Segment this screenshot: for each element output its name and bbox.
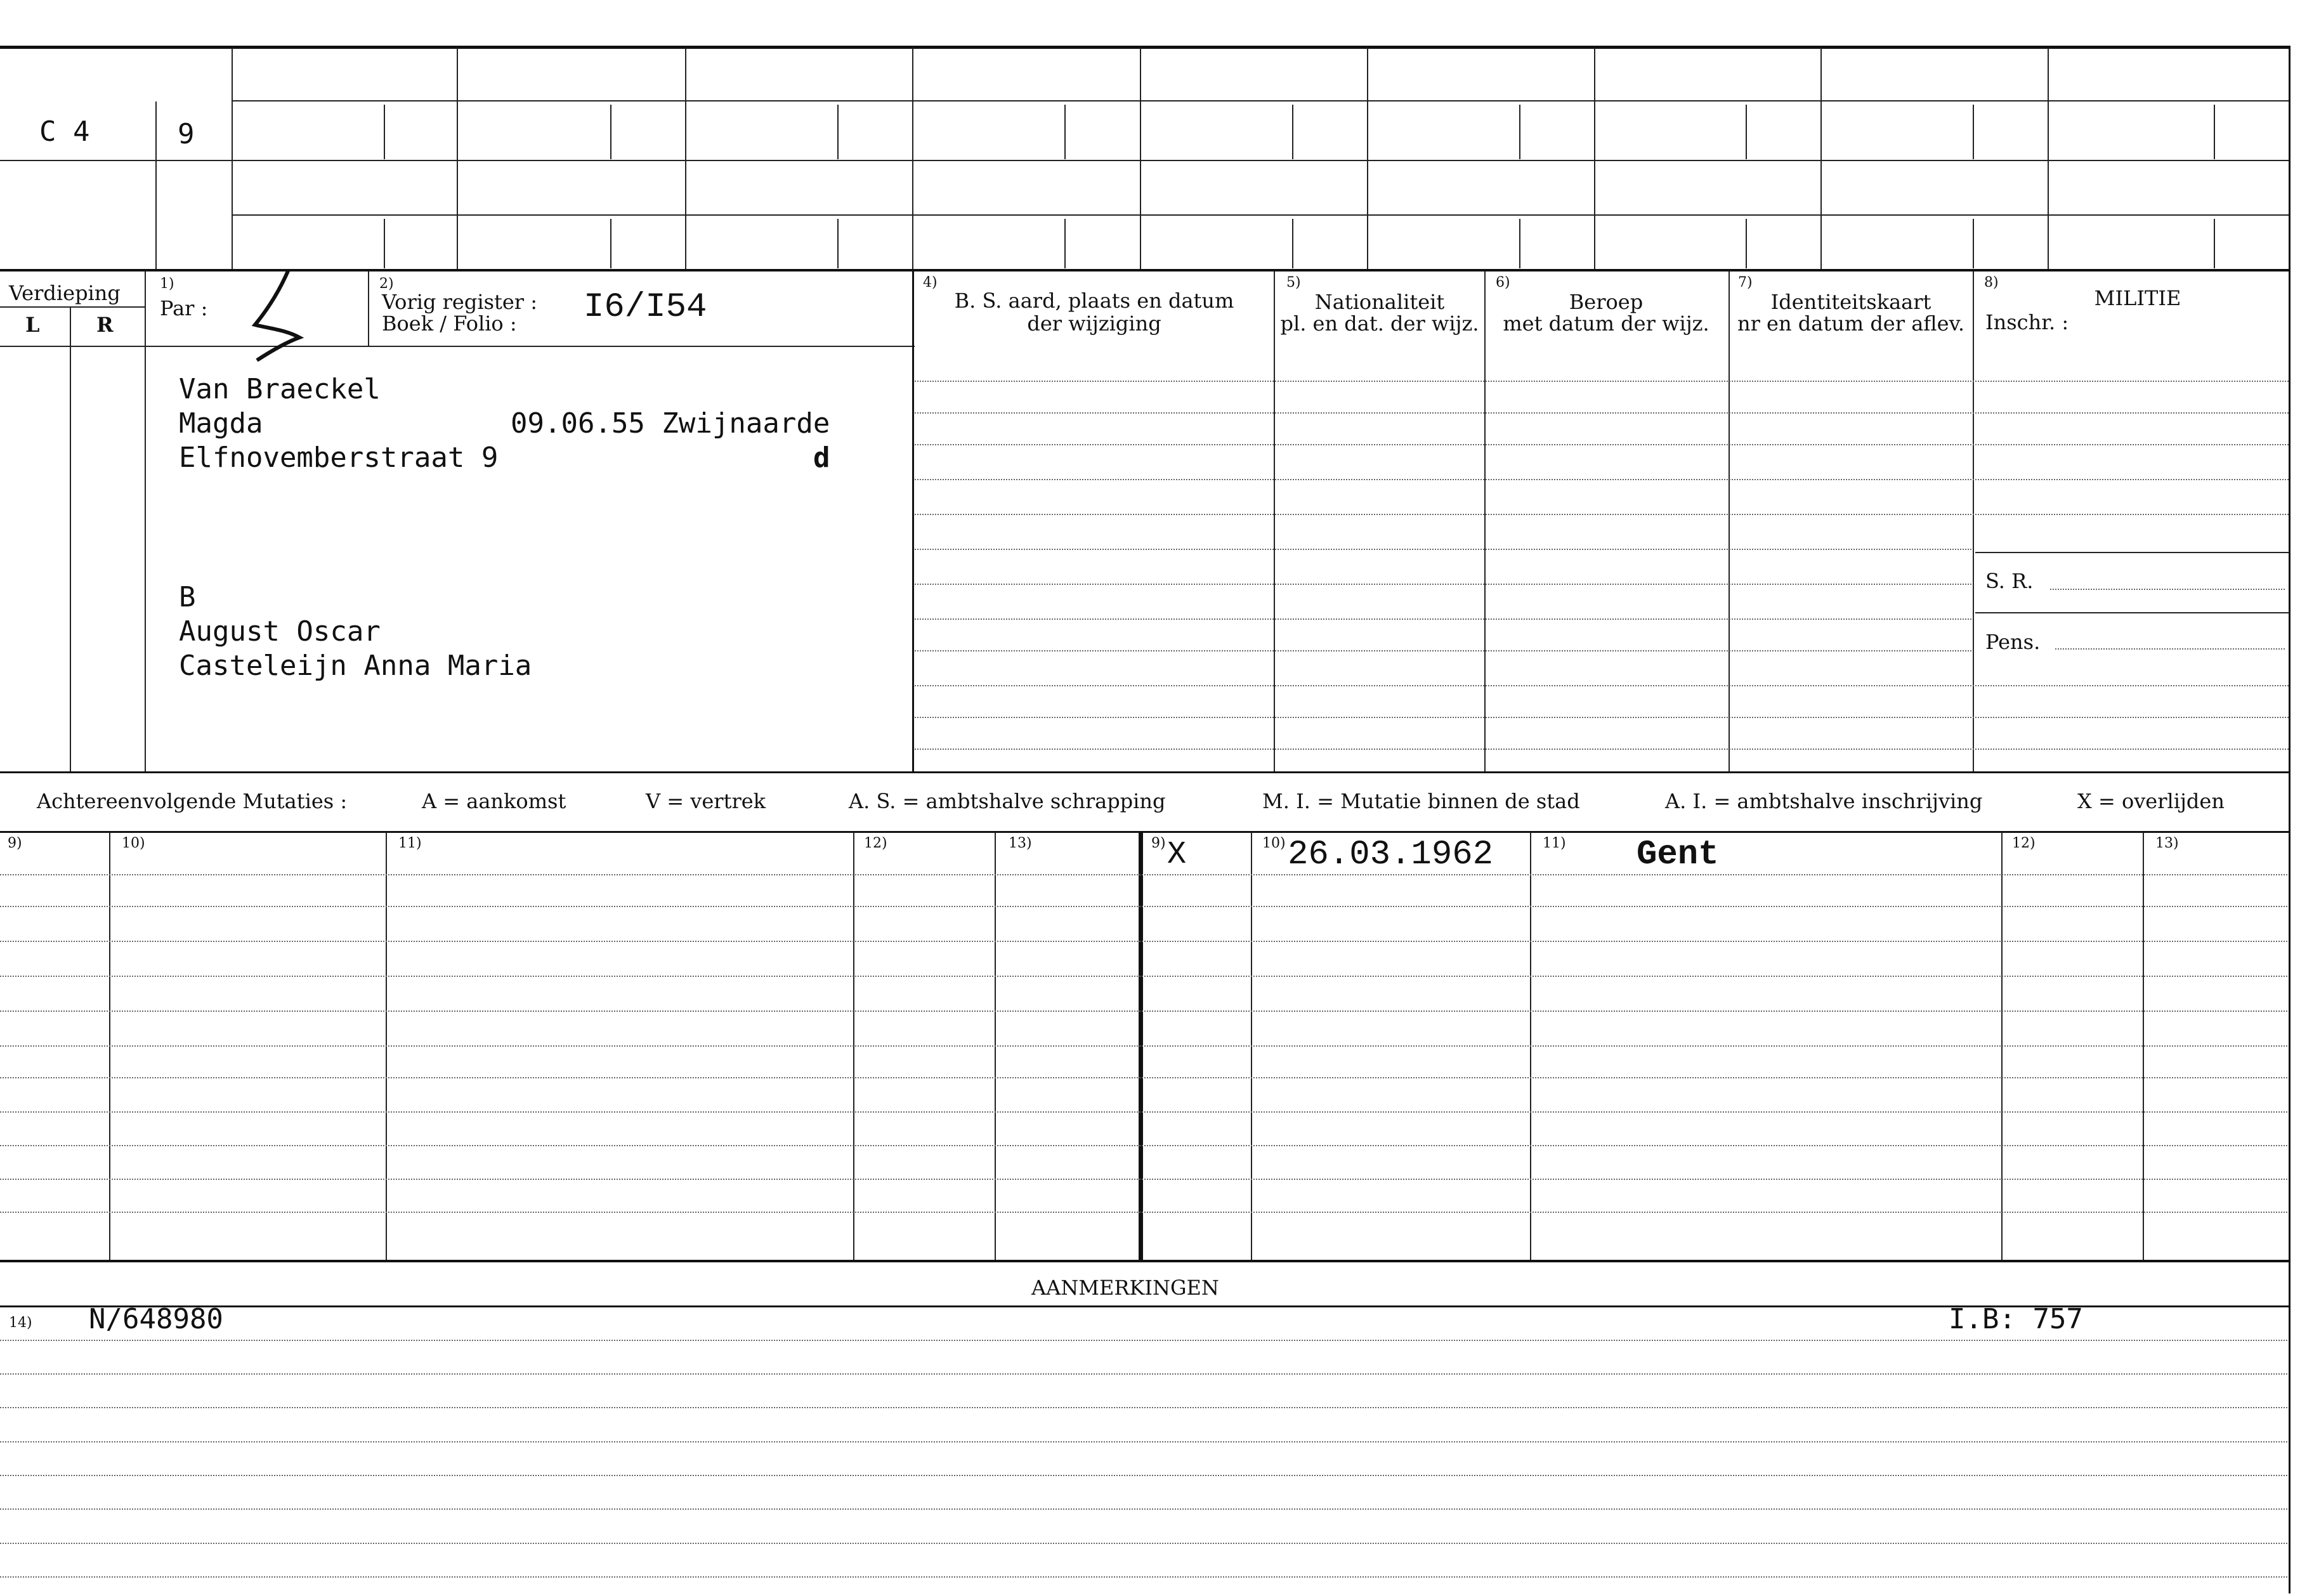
col-divider [1973, 271, 1974, 773]
grid-col-line [2048, 48, 2049, 269]
sr-fill-line [2050, 589, 2285, 590]
grid-col-line [685, 48, 686, 269]
ruled-line [915, 479, 2289, 480]
mut-ruled-line [0, 906, 2287, 907]
grid-col-line [1820, 48, 1822, 269]
remarks-num: 14) [9, 1315, 32, 1331]
grid-row-line [232, 100, 2290, 101]
ruled-line [915, 381, 2289, 382]
remark-line [0, 1508, 2287, 1510]
ruled-line [915, 749, 2289, 750]
militie-line [1975, 552, 2289, 553]
col4-line1: B. S. aard, plaats en datum [954, 289, 1234, 313]
mut-ruled-line [0, 1045, 2287, 1047]
remarks-top [0, 1305, 2290, 1307]
col7-num: 7) [1738, 275, 1753, 291]
remark-line [0, 1576, 2287, 1578]
grid-col-line [232, 48, 233, 269]
ruled-line [915, 650, 1971, 651]
firstname: Magda [179, 407, 263, 440]
mother: Casteleijn Anna Maria [179, 650, 532, 682]
col8-num: 8) [1984, 275, 1999, 291]
grid-col-line [1746, 105, 1747, 159]
ruled-line [915, 685, 2289, 686]
floor-left-label: L [25, 313, 40, 337]
legend-as: A. S. = ambtshalve schrapping [849, 789, 1166, 813]
col-divider [1274, 271, 1275, 773]
verdieping-label: Verdieping [9, 281, 121, 305]
mut-ruled-line [0, 874, 2287, 875]
col6-num: 6) [1496, 275, 1510, 291]
ruled-line [915, 444, 2289, 445]
grid-col-line [1746, 219, 1747, 268]
grid-col-line [1292, 219, 1293, 268]
col7-line2: nr en datum der aflev. [1737, 311, 1965, 336]
boek-label: Boek / Folio : [382, 311, 517, 336]
col4-line2: der wijziging [1027, 311, 1161, 336]
ruled-line [915, 717, 2289, 718]
grid-col-line [1064, 105, 1066, 159]
grid-col-line [610, 105, 611, 159]
par-label: Par : [160, 296, 208, 320]
grid-col-line [1594, 48, 1595, 269]
par-divider [368, 271, 369, 346]
legend-title: Achtereenvolgende Mutaties : [37, 789, 348, 813]
mut-r-12: 12) [2012, 835, 2036, 851]
ruled-line [915, 618, 1971, 620]
legend-ai: A. I. = ambtshalve inschrijving [1665, 789, 1983, 813]
col-divider [1484, 271, 1486, 773]
grid-col-line [1519, 105, 1520, 159]
d-mark: d [813, 442, 830, 474]
grid-col-line [2214, 105, 2215, 159]
grid-col-line [1973, 105, 1974, 159]
address: Elfnovemberstraat 9 [179, 442, 499, 474]
mut-r-10: 10) [1262, 835, 1286, 851]
grid-col-line [384, 105, 385, 159]
ruled-line [915, 549, 1971, 550]
mutation-date: 26.03.1962 [1288, 835, 1494, 874]
mut-l-11: 11) [398, 835, 422, 851]
col8-sr: S. R. [1985, 569, 2034, 593]
mutation-place: Gent [1637, 835, 1719, 874]
ruled-line [915, 412, 2289, 414]
verdieping-underline [0, 306, 145, 308]
grid-col-line [1292, 105, 1293, 159]
grid-bottom-line [0, 269, 2290, 271]
col5-num: 5) [1286, 275, 1301, 291]
remarks-title: AANMERKINGEN [1031, 1276, 1219, 1300]
mut-r-9: 9) [1151, 835, 1166, 851]
mut-ruled-line [0, 1179, 2287, 1180]
mut-l-10: 10) [122, 835, 145, 851]
remark-line [0, 1373, 2287, 1375]
remark-line [0, 1441, 2287, 1442]
code-a: C 4 [39, 115, 90, 148]
top-rule [0, 46, 2290, 49]
ruled-line [915, 584, 1971, 585]
pens-fill-line [2055, 648, 2285, 650]
mut-ruled-line [0, 1145, 2287, 1146]
col5-line1: Nationaliteit [1314, 290, 1445, 314]
grid-col-line [155, 101, 157, 269]
militie-line [1975, 612, 2289, 613]
grid-col-line [837, 219, 839, 268]
mutation-type: X [1167, 837, 1187, 873]
grid-col-line [384, 219, 385, 268]
grid-row-line [232, 214, 2290, 216]
mut-r-13: 13) [2155, 835, 2179, 851]
grid-col-line [1367, 48, 1368, 269]
grid-col-line [610, 219, 611, 268]
par-num: 1) [160, 276, 174, 292]
col-divider [1729, 271, 1730, 773]
legend-v: V = vertrek [646, 789, 766, 813]
mut-ruled-line [0, 1077, 2287, 1078]
code-b: 9 [178, 118, 195, 150]
remarks-left-value: N/648980 [89, 1303, 223, 1335]
grid-col-line [837, 105, 839, 159]
mut-l-9: 9) [8, 835, 22, 851]
floor-divider [70, 307, 71, 771]
vorig-label: Vorig register : [382, 290, 538, 314]
mut-r-11: 11) [1543, 835, 1566, 851]
mutations-bottom [0, 1260, 2290, 1262]
remark-line [0, 1543, 2287, 1544]
col5-line2: pl. en dat. der wijz. [1280, 311, 1479, 336]
remarks-right-value: I.B: 757 [1949, 1303, 2083, 1335]
col6-line2: met datum der wijz. [1503, 311, 1709, 336]
col8-title: MILITIE [2094, 286, 2181, 310]
mut-l-12: 12) [864, 835, 887, 851]
remark-line [0, 1475, 2287, 1476]
grid-row-line [0, 160, 2290, 161]
remark-line [0, 1340, 2287, 1341]
col8-pens: Pens. [1985, 630, 2041, 654]
col7-line1: Identiteitskaart [1770, 290, 1931, 314]
person-header-line [0, 346, 915, 347]
father: August Oscar [179, 615, 381, 648]
grid-col-line [912, 48, 913, 269]
b-mark: B [179, 581, 196, 613]
col6-line1: Beroep [1569, 290, 1644, 314]
grid-col-line [1140, 48, 1141, 269]
ruled-line [915, 514, 2289, 515]
grid-col-line [1064, 219, 1066, 268]
mut-ruled-line [0, 1011, 2287, 1012]
person-block-right [912, 271, 914, 773]
grid-col-line [1973, 219, 1974, 268]
mutations-top [0, 831, 2290, 833]
surname: Van Braeckel [179, 373, 381, 405]
right-border [2289, 46, 2291, 1593]
legend-mi: M. I. = Mutatie binnen de stad [1262, 789, 1580, 813]
mut-ruled-line [0, 976, 2287, 977]
floor-right-label: R [96, 313, 114, 337]
legend-a: A = aankomst [422, 789, 566, 813]
mut-ruled-line [0, 1212, 2287, 1213]
grid-col-line [1519, 219, 1520, 268]
vorig-num: 2) [379, 276, 394, 292]
grid-col-line [457, 48, 458, 269]
birth: 09.06.55 Zwijnaarde [511, 407, 830, 440]
col4-num: 4) [923, 275, 938, 291]
vorig-value: I6/I54 [584, 288, 707, 327]
legend-x: X = overlijden [2077, 789, 2225, 813]
mut-ruled-line [0, 941, 2287, 942]
col8-inschr: Inschr. : [1985, 310, 2069, 334]
person-block-bottom [0, 771, 2290, 773]
signature-mark [241, 266, 317, 362]
grid-col-line [2214, 219, 2215, 268]
remark-line [0, 1407, 2287, 1408]
mut-ruled-line [0, 1111, 2287, 1113]
mut-l-13: 13) [1009, 835, 1032, 851]
